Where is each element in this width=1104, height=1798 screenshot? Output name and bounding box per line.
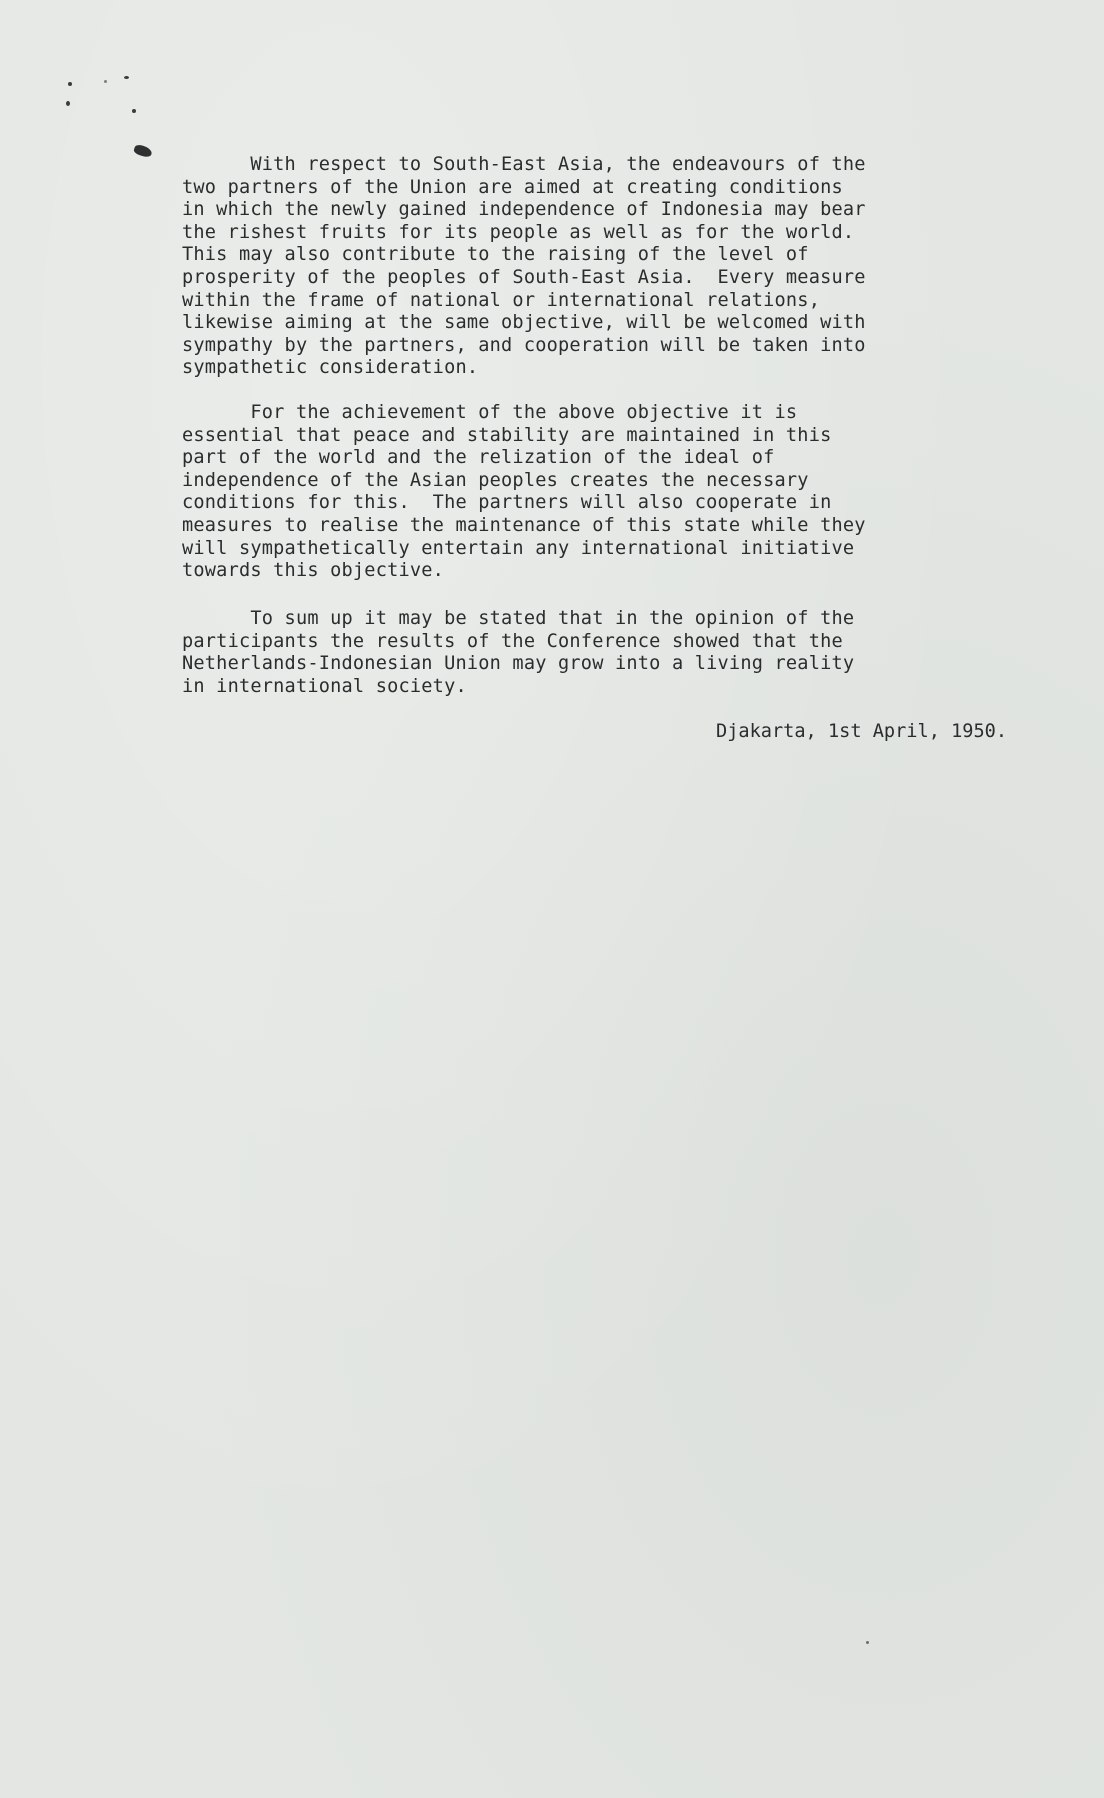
ink-speck: [68, 82, 72, 86]
paragraph-summary: [182, 608, 1002, 698]
ink-speck: [866, 1641, 869, 1644]
ink-speck: [132, 109, 136, 113]
text-line: conditions for this. The partners will also cooperate in: [182, 492, 832, 514]
ink-speck: [104, 80, 107, 83]
text-line: likewise aiming at the same objective, will be welcomed with: [182, 312, 866, 334]
text-line: Netherlands-Indonesian Union may grow into a living reality: [182, 653, 855, 675]
text-line: sympathy by the partners, and cooperation will be taken into: [182, 334, 866, 356]
text-line: With respect to South-East Asia, the endeavours of the: [182, 154, 866, 175]
text-line: For the achievement of the above objective it is: [182, 402, 798, 423]
text-line: prosperity of the peoples of South-East Asia. Every measure: [182, 266, 866, 288]
ink-blot: [133, 143, 153, 158]
place-and-date: Djakarta, 1st April, 1950.: [716, 721, 1008, 742]
text-line: independence of the Asian peoples creates the necessary: [182, 469, 809, 491]
text-line: This may also contribute to the raising of the level of: [182, 244, 809, 266]
text-line: sympathetic consideration.: [182, 357, 479, 379]
ink-speck: [124, 76, 129, 79]
text-line: in international society.: [182, 675, 467, 697]
text-line: within the frame of national or international relations,: [182, 289, 821, 311]
text-line: measures to realise the maintenance of this state while they: [182, 514, 866, 536]
text-line: participants the results of the Conference showed that the: [182, 630, 843, 652]
text-line: the rishest fruits for its people as well as for the world.: [182, 221, 855, 243]
ink-speck: [66, 101, 70, 106]
text-line: in which the newly gained independence of Indonesia may bear: [182, 199, 866, 221]
text-line: part of the world and the relization of the ideal of: [182, 447, 775, 469]
text-line: towards this objective.: [182, 560, 445, 582]
paragraph-peace-stability: [182, 402, 1002, 583]
text-line: will sympathetically entertain any international initiative: [182, 537, 855, 559]
text-line: two partners of the Union are aimed at creating conditions: [182, 176, 843, 198]
paragraph-south-east-asia: [182, 154, 1002, 380]
text-line: essential that peace and stability are maintained in this: [182, 424, 832, 446]
text-line: To sum up it may be stated that in the opinion of the: [182, 608, 855, 629]
